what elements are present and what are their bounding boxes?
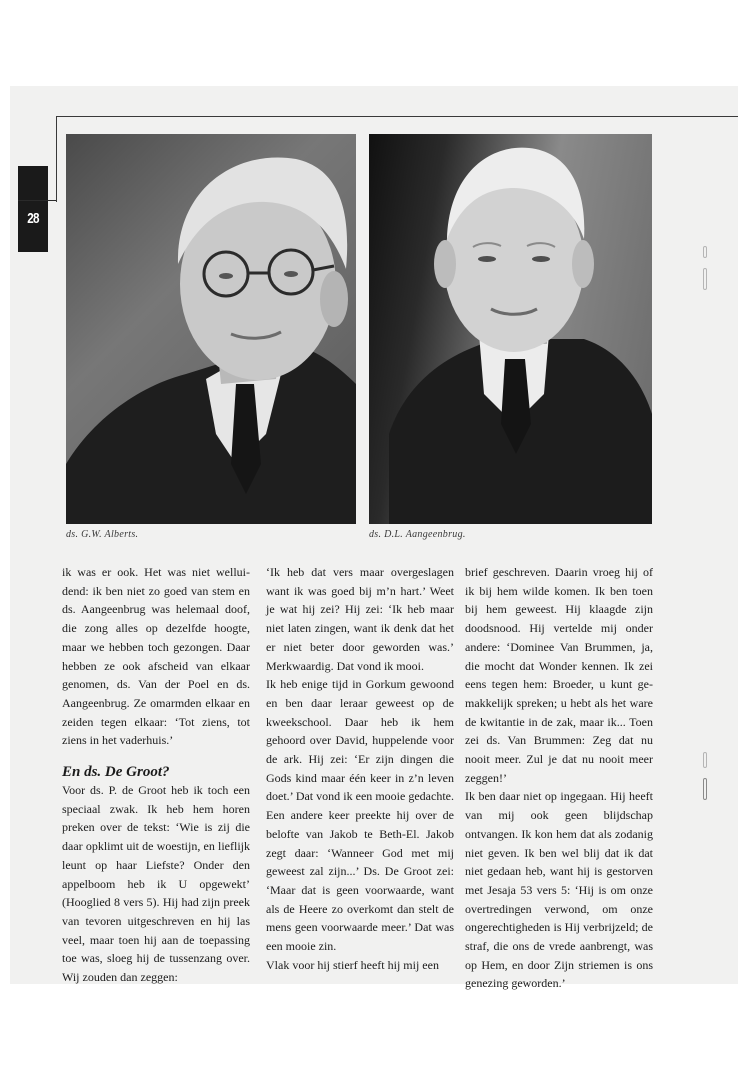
header-rule-vertical — [56, 116, 57, 202]
section-heading: En ds. De Groot? — [62, 764, 170, 781]
page-number-tab — [18, 166, 48, 252]
tab-divider — [18, 200, 56, 201]
page-number: 28 — [27, 210, 39, 227]
portrait-aangeenbrug-illustration — [369, 134, 652, 524]
portrait-alberts-illustration — [66, 134, 356, 524]
portrait-alberts-photo — [66, 134, 356, 524]
header-rule — [56, 116, 738, 117]
paragraph: Ik ben daar niet op ingegaan. Hij heeft van mij ook geen blijdschap ontvangen. Ik kon hem dat als zodanig niet geven. Ik ben wel blij dat ik dat niet gedaan heb, want hij is gestorven met Jesaja 53 vers 5: ‘Hij is om onze overtredingen verwond, om onze ongerechtigheden is Hij verbrijzeld; de straf, die ons de vrede aanbrengt, was op Hem, en door Zijn striemen is ons genezing geworden.’ — [465, 789, 653, 991]
margin-mark — [703, 752, 707, 768]
portrait-aangeenbrug-photo — [369, 134, 652, 524]
portrait-aangeenbrug-caption: ds. D.L. Aangeenbrug. — [369, 529, 466, 540]
article-column-2 — [266, 563, 454, 974]
paragraph: brief geschreven. Daarin vroeg hij of ik bij hem wilde komen. Ik ben toen bij hem geweest. Hij klaagde zijn doodsnood. Hij vertelde mij onder andere: ‘Dominee Van Brummen, ja, die mocht dat Wonder kennen. Ik zei eens tegen hem: Broeder, u kunt gemakkelijk spreken; u hebt als het ware de kwitantie in de zak, maar ik... Toen zei ds. Van Brummen: Zeg dat nu nooit meer. Zul je dat nu nooit meer zeggen!’ — [465, 565, 653, 785]
article-column-1 — [62, 563, 250, 987]
margin-mark — [703, 246, 707, 258]
article-column-3 — [465, 563, 653, 993]
paragraph: Vlak voor hij stierf heeft hij mij een — [266, 957, 439, 972]
paragraph: ‘Ik heb dat vers maar overgeslagen want ik was goed bij m’n hart.’ Weet je wat hij zei? Hij zei: ‘Ik heb maar niet laten zingen, want ik denk dat het er niet beter door geworden was.’ Merkwaardig. Dat vond ik mooi. — [266, 565, 454, 673]
margin-mark — [703, 268, 707, 290]
paragraph: ik was er ook. Het was niet welluidend: ik ben niet zo goed van stem en ds. Aangeenbrug was helemaal doof, die zong alles op dezelfde hoogte, maar we hebben toch gezongen. Daar hebben ze ook afscheid van elkaar genomen, ds. Van der Poel en ds. Aangeenbrug. Ze omarmden elkaar en zeiden tegen elkaar: ‘Tot ziens, tot ziens in het vaderhuis.’ — [62, 565, 250, 748]
margin-mark — [703, 778, 707, 800]
portrait-alberts-caption: ds. G.W. Alberts. — [66, 529, 139, 540]
paragraph: Voor ds. P. de Groot heb ik toch een speciaal zwak. Ik heb hem horen preken over de tekst: ‘Wie is zij die daar opklimt uit de woestijn, en lieflijk leunt op haar Liefste? Onder den appelboom heb ik U opgewekt’ (Hooglied 8 vers 5). Hij had zijn preek van tevoren uitgeschreven en hij las veel, maar toen hij aan de toepassing toe was, sloeg hij de tussenzang over. Wij zouden dan zeggen: — [62, 783, 250, 985]
paragraph: Ik heb enige tijd in Gorkum gewoond en ben daar leraar geweest op de kweekschool. Daar heb ik hem gehoord over David, huppelende voor de ark. Hij zei: ‘Er zijn dingen die Gods kind maar één keer in z’n leven doet.’ Dat vond ik een mooie gedachte. Een andere keer preekte hij over de belofte van Jakob te Beth-El. Jakob zegt daar: ‘Wanneer God met mij geweest zal zijn...’ Ds. De Groot zei: ‘Maar dat is geen voorwaarde, want als de Heere zo overkomt dan stelt de mens geen voorwaarde meer.’ Dat was een mooie zin. — [266, 677, 454, 954]
